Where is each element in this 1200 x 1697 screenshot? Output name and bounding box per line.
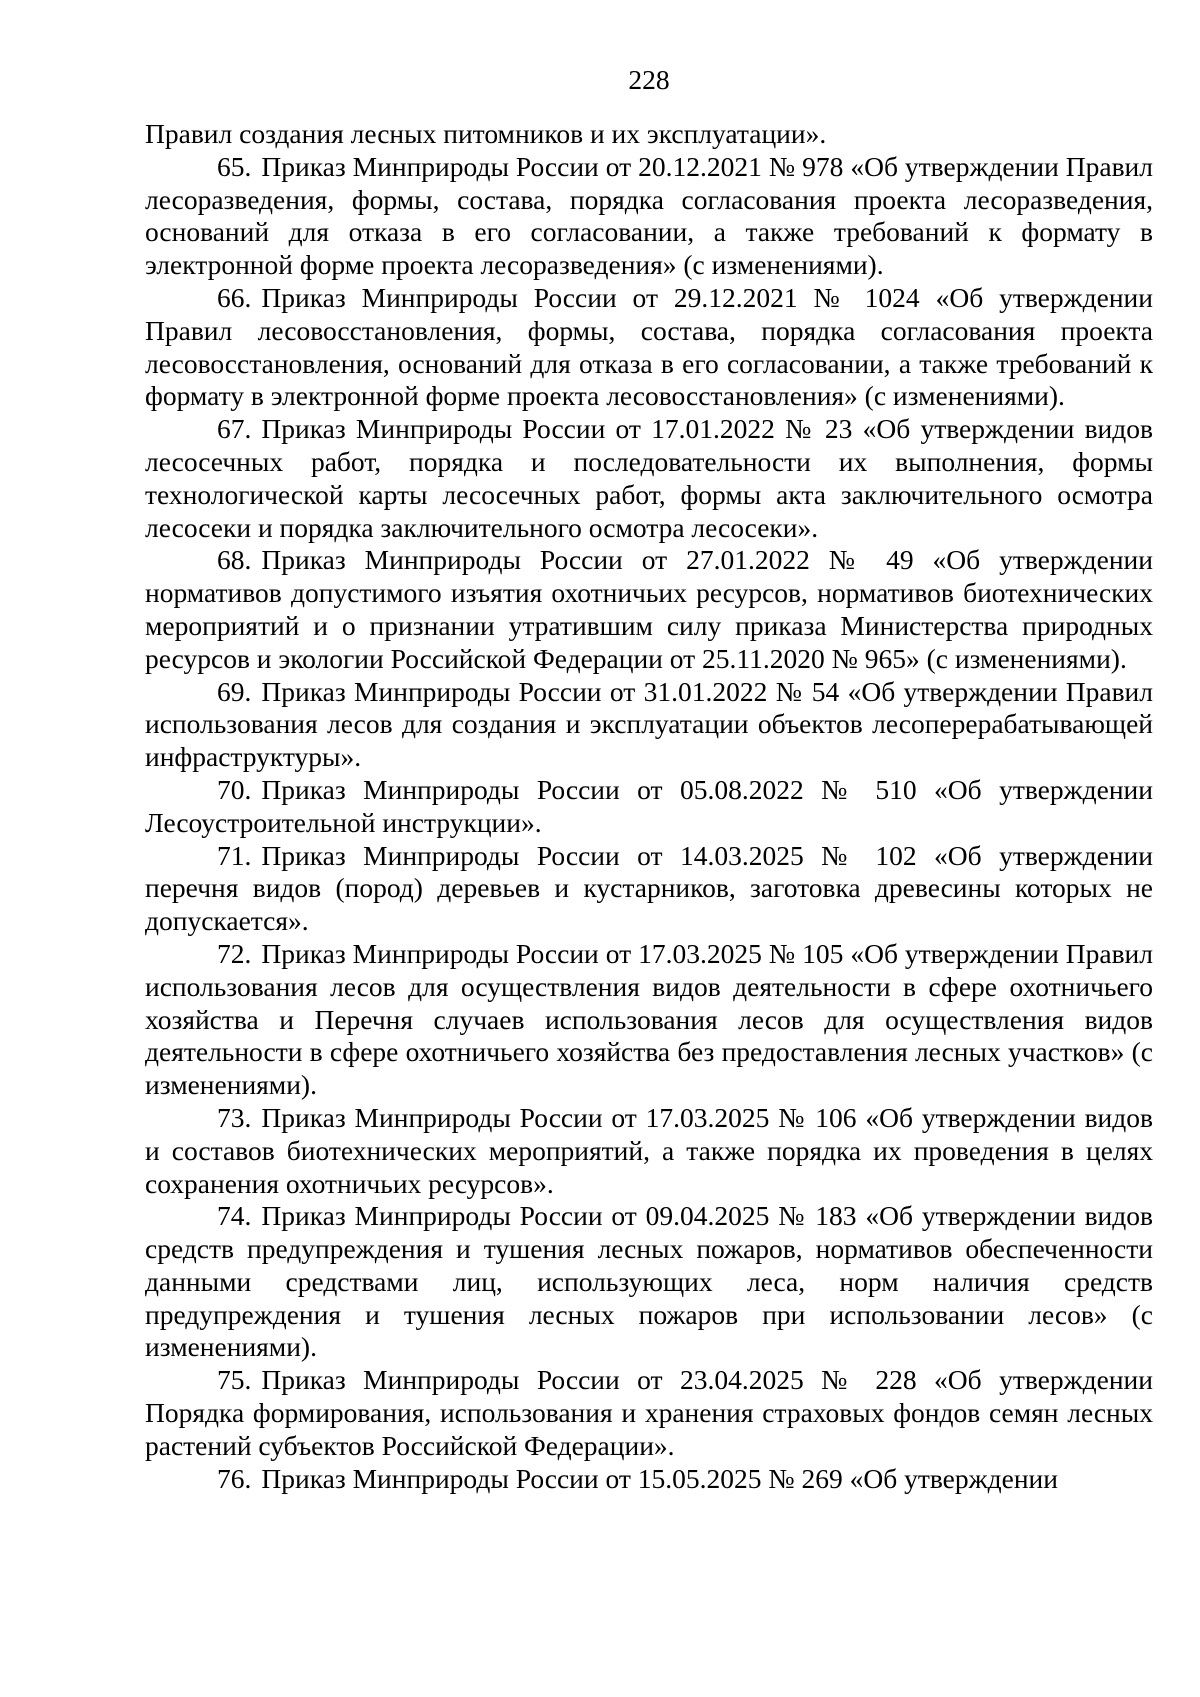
list-item-number: 71. <box>217 839 252 871</box>
list-item <box>145 151 1153 282</box>
list-item <box>145 1200 1153 1364</box>
list-item <box>145 1364 1153 1462</box>
list-item-text: Приказ Минприроды России от 17.03.2025 № 106 «Об утверждении видов и составов биотехнических мероприятий, а также порядка их проведения в целях сохранения охотничьих ресурсов». <box>145 1101 1153 1199</box>
list-item-text: Приказ Минприроды России от 17.01.2022 № 23 «Об утверждении видов лесосечных работ, порядка и последовательности их выполнения, формы технологической карты лесосечных работ, формы акта заключительного осмотра лесосеки и порядка заключительного осмотра лесосеки». <box>145 413 1153 543</box>
list-item <box>145 676 1153 774</box>
list-item-text: Приказ Минприроды России от 20.12.2021 № 978 «Об утверждении Правил лесоразведения, формы, состава, порядка согласования проекта лесоразведения, оснований для отказа в его согласовании, а также требований к формату в электронной форме проекта лесоразведения» (с изменениями). <box>145 150 1153 281</box>
list-item <box>145 413 1153 544</box>
list-item-number: 66. <box>217 281 252 313</box>
document-page <box>145 64 1153 1495</box>
list-item-number: 76. <box>217 1462 252 1494</box>
list-item <box>145 1463 1153 1496</box>
list-item-number: 72. <box>217 937 252 969</box>
list-item-text: Приказ Минприроды России от 05.08.2022 № 510 «Об утверждении Лесоустроительной инструкции». <box>145 773 1153 838</box>
list-item <box>145 938 1153 1102</box>
list-item-text: Приказ Минприроды России от 14.03.2025 № 102 «Об утверждении перечня видов (пород) деревьев и кустарников, заготовка древесины которых не допускается». <box>145 839 1153 937</box>
list-item-text: Приказ Минприроды России от 23.04.2025 № 228 «Об утверждении Порядка формирования, использования и хранения страховых фондов семян лесных растений субъектов Российской Федерации». <box>145 1364 1153 1461</box>
continuation-paragraph: Правил создания лесных питомников и их эксплуатации». <box>145 118 827 149</box>
list-item-number: 70. <box>217 773 252 805</box>
list-item <box>145 282 1153 413</box>
page-number: 228 <box>628 64 670 95</box>
list-item-number: 67. <box>217 413 252 445</box>
list-item <box>145 840 1153 938</box>
list-item-text: Приказ Минприроды России от 29.12.2021 № 1024 «Об утверждении Правил лесовосстановления, формы, состава, порядка согласования проекта лесовосстановления, оснований для отказа в его согласовании, а также требований к формату в электронной форме проекта лесовосстановления» (с изменениями). <box>145 281 1153 412</box>
list-item-text: Приказ Минприроды России от 31.01.2022 № 54 «Об утверждении Правил использования лесов для создания и эксплуатации объектов лесоперерабатывающей инфраструктуры». <box>145 675 1153 773</box>
list-item-text: Приказ Минприроды России от 27.01.2022 № 49 «Об утверждении нормативов допустимого изъятия охотничьих ресурсов, нормативов биотехнических мероприятий и о признании утратившим силу приказа Министерства природных ресурсов и экологии Российской Федерации от 25.11.2020 № 965» (с изменениями). <box>145 544 1153 674</box>
list-item <box>145 1102 1153 1200</box>
list-item-text: Приказ Минприроды России от 15.05.2025 № 269 «Об утверждении <box>261 1462 1058 1494</box>
list-item <box>145 774 1153 840</box>
list-item <box>145 544 1153 675</box>
list-item-text: Приказ Минприроды России от 17.03.2025 № 105 «Об утверждении Правил использования лесов для осуществления видов деятельности в сфере охотничьего хозяйства и Перечня случаев использования лесов для осуществления видов деятельности в сфере охотничьего хозяйства без предоставления лесных участков» (с изменениями). <box>145 937 1153 1101</box>
list-item-number: 74. <box>217 1200 252 1232</box>
list-item-number: 65. <box>217 150 252 182</box>
list-item-text: Приказ Минприроды России от 09.04.2025 № 183 «Об утверждении видов средств предупреждения и тушения лесных пожаров, нормативов обеспеченности данными средствами лиц, использующих леса, норм наличия средств предупреждения и тушения лесных пожаров при использовании лесов» (с изменениями). <box>145 1200 1153 1363</box>
list-item-number: 68. <box>217 544 252 576</box>
list-item-number: 75. <box>217 1364 252 1396</box>
list-item-number: 69. <box>217 675 252 707</box>
list-item-number: 73. <box>217 1101 252 1133</box>
